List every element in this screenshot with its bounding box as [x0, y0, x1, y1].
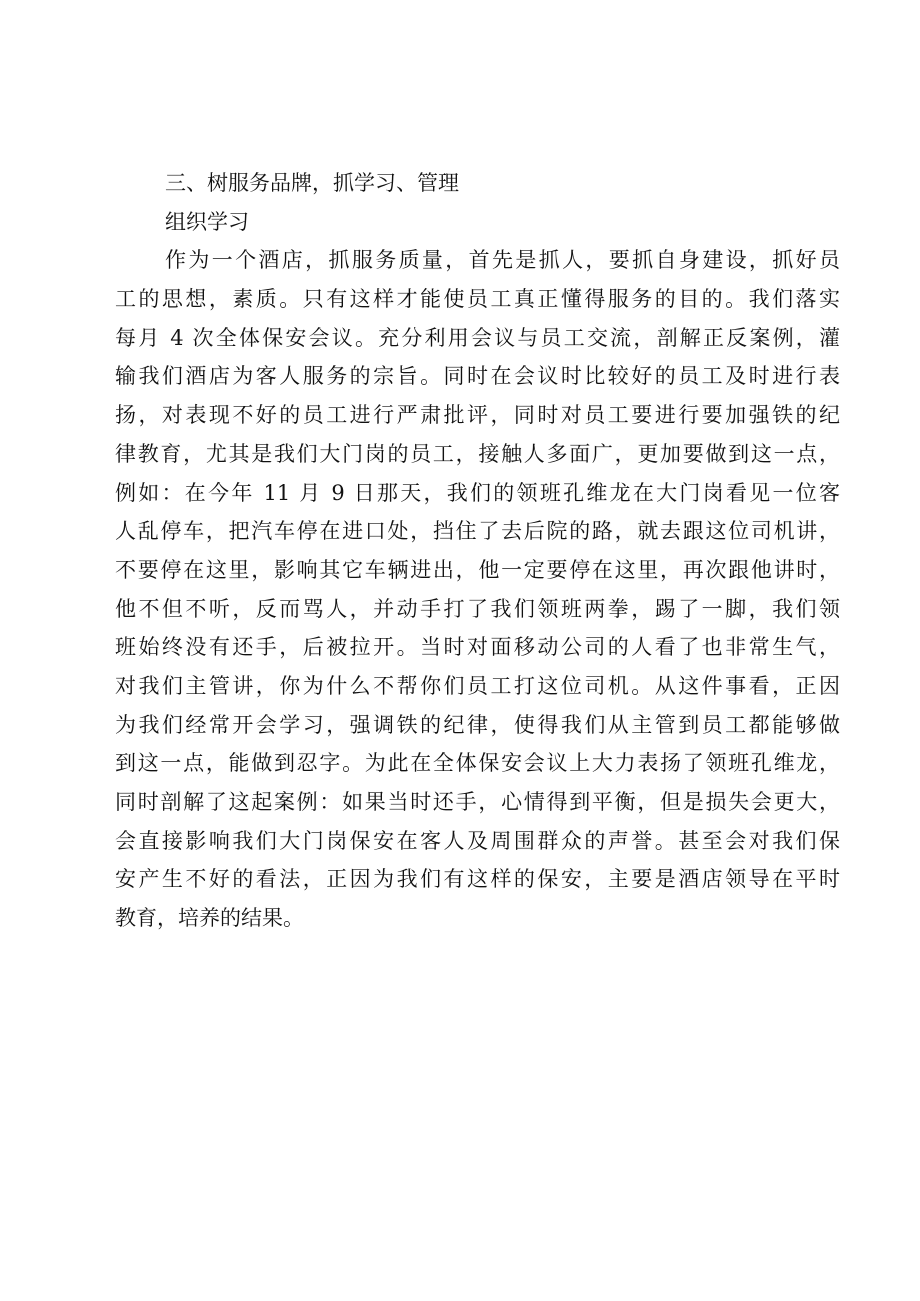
paragraph-line-last: 教育，培养的结果。 [115, 906, 304, 931]
paragraph-line: 作为一个酒店，抓服务质量，首先是抓人，要抓自身建设，抓好员 [165, 248, 840, 273]
paragraph-line: 班始终没有还手，后被拉开。当时对面移动公司的人看了也非常生气， [115, 635, 840, 660]
paragraph-line: 输我们酒店为客人服务的宗旨。同时在会议时比较好的员工及时进行表 [115, 364, 840, 389]
paragraph-line: 不要停在这里，影响其它车辆进出，他一定要停在这里，再次跟他讲时， [115, 557, 840, 582]
paragraph-line: 律教育，尤其是我们大门岗的员工，接触人多面广，更加要做到这一点， [115, 441, 840, 466]
paragraph-line: 扬，对表现不好的员工进行严肃批评，同时对员工要进行要加强铁的纪 [115, 403, 840, 428]
paragraph-line: 对我们主管讲，你为什么不帮你们员工打这位司机。从这件事看，正因 [115, 673, 840, 698]
paragraph-line: 为我们经常开会学习，强调铁的纪律，使得我们从主管到员工都能够做 [115, 712, 840, 737]
paragraph-line: 工的思想，素质。只有这样才能使员工真正懂得服务的目的。我们落实 [115, 287, 840, 312]
paragraph-line: 例如：在今年 11 月 9 日那天，我们的领班孔维龙在大门岗看见一位客 [115, 480, 840, 505]
paragraph-line: 安产生不好的看法，正因为我们有这样的保安，主要是酒店领导在平时 [115, 867, 840, 892]
paragraph-line: 他不但不听，反而骂人，并动手打了我们领班两拳，踢了一脚，我们领 [115, 596, 840, 621]
section-heading: 三、树服务品牌，抓学习、管理 [165, 171, 459, 195]
paragraph-line: 人乱停车，把汽车停在进口处，挡住了去后院的路，就去跟这位司机讲， [115, 519, 840, 544]
paragraph-line: 会直接影响我们大门岗保安在客人及周围群众的声誉。甚至会对我们保 [115, 828, 840, 853]
paragraph-line: 到这一点，能做到忍字。为此在全体保安会议上大力表扬了领班孔维龙， [115, 751, 840, 776]
paragraph-line: 每月 4 次全体保安会议。充分利用会议与员工交流，剖解正反案例，灌 [115, 325, 840, 350]
subheading: 组织学习 [165, 209, 249, 234]
paragraph-line: 同时剖解了这起案例：如果当时还手，心情得到平衡，但是损失会更大， [115, 790, 840, 814]
document-body [115, 164, 840, 938]
paragraph [115, 241, 840, 937]
